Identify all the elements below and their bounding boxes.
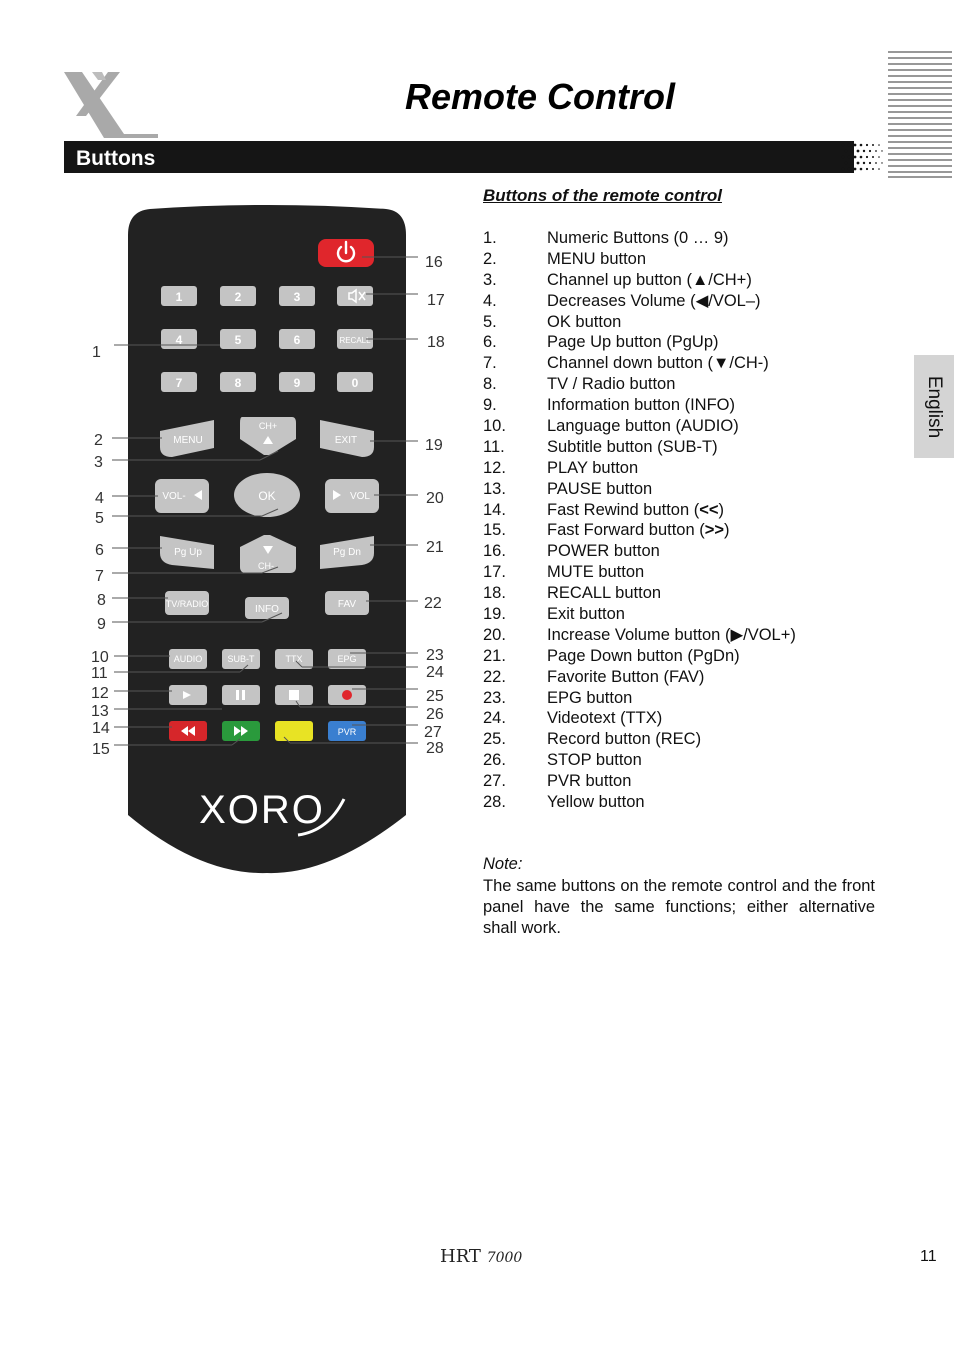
- list-item-text: Language button (AUDIO): [547, 417, 739, 436]
- list-item: [483, 353, 796, 374]
- list-item-number: 11.: [483, 437, 505, 456]
- key-7-label: 7: [175, 376, 183, 390]
- list-item: [483, 667, 796, 688]
- key-3-label: 3: [293, 290, 301, 304]
- vol-plus-label: VOL: [349, 491, 371, 502]
- key-4-label: 4: [175, 333, 183, 347]
- list-item-number: 17.: [483, 563, 506, 582]
- key-2-label: 2: [234, 290, 242, 304]
- list-item-number: 13.: [483, 479, 506, 498]
- list-item-text: Information button (INFO): [547, 396, 735, 415]
- list-item: [483, 437, 796, 458]
- dot-gradient-decoration: [840, 141, 886, 173]
- xoro-x-logo-icon: [62, 68, 162, 138]
- list-item: [483, 479, 796, 500]
- ok-label: OK: [258, 489, 276, 503]
- list-item-text: Fast Rewind button (<<): [547, 500, 725, 519]
- callout-15: 15: [92, 741, 110, 758]
- callout-10: 10: [91, 649, 109, 666]
- list-item-text: PVR button: [547, 772, 632, 791]
- list-item-number: 3.: [483, 270, 497, 289]
- pg-up-label: Pg Up: [174, 547, 202, 558]
- exit-label: EXIT: [334, 435, 358, 446]
- list-item: [483, 541, 796, 562]
- list-item: [483, 500, 796, 521]
- list-item-number: 19.: [483, 605, 506, 624]
- list-item-text: Yellow button: [547, 793, 645, 812]
- stripes-decoration: [888, 50, 952, 178]
- callout-27: 27: [424, 724, 442, 741]
- note-text: The same buttons on the remote control and the front panel have the same functions; either alternative shall work.: [483, 877, 875, 937]
- remote-brand-logo: XORO: [199, 788, 325, 832]
- list-item-number: 23.: [483, 688, 506, 707]
- key-9-label: 9: [293, 376, 301, 390]
- vol-minus-label: VOL-: [162, 491, 186, 502]
- list-item-number: 24.: [483, 709, 506, 728]
- list-item-number: 15.: [483, 521, 506, 540]
- list-item-text: Channel down button (▼/CH-): [547, 354, 769, 373]
- list-item-number: 7.: [483, 354, 497, 373]
- list-item-text: Numeric Buttons (0 … 9): [547, 229, 729, 247]
- list-item-text: Page Down button (PgDn): [547, 646, 740, 665]
- remote-control-illustration: [0, 195, 470, 885]
- pause-button: [222, 685, 260, 705]
- list-item-number: 22.: [483, 667, 506, 686]
- list-item-number: 8.: [483, 375, 497, 394]
- key-0-label: 0: [351, 376, 359, 390]
- language-tab[interactable]: [914, 355, 954, 458]
- list-item: [483, 332, 796, 353]
- stop-icon: [289, 690, 299, 700]
- list-item: [483, 520, 796, 541]
- list-item-number: 18.: [483, 584, 506, 603]
- callout-28: 28: [426, 740, 444, 757]
- list-item: [483, 688, 796, 709]
- list-item-number: 28.: [483, 793, 506, 812]
- list-item-text: Increase Volume button (▶/VOL+): [547, 625, 796, 644]
- page-number: 11: [920, 1248, 937, 1265]
- page-title: Remote Control: [405, 76, 675, 117]
- list-item: [483, 646, 796, 667]
- list-item-text: MUTE button: [547, 563, 645, 582]
- list-item-text: PAUSE button: [547, 479, 653, 498]
- list-item-number: 4.: [483, 291, 497, 310]
- list-item-number: 26.: [483, 751, 506, 770]
- list-item-number: 9.: [483, 396, 497, 415]
- callout-12: 12: [91, 685, 109, 702]
- list-item: [483, 291, 796, 312]
- audio-label: AUDIO: [173, 654, 203, 664]
- list-item: [483, 312, 796, 333]
- list-item-text: Subtitle button (SUB-T): [547, 437, 718, 456]
- list-item: [483, 604, 796, 625]
- list-item: [483, 374, 796, 395]
- list-item-text: Videotext (TTX): [547, 709, 663, 728]
- list-item: [483, 625, 796, 646]
- list-item-text: RECALL button: [547, 584, 662, 603]
- list-item: [483, 771, 796, 792]
- callout-1: 1: [92, 344, 101, 361]
- key-8-label: 8: [234, 376, 242, 390]
- key-5-label: 5: [234, 333, 242, 347]
- callout-11: 11: [91, 665, 108, 682]
- callout-26: 26: [426, 706, 444, 723]
- pvr-label: PVR: [337, 727, 357, 737]
- list-item-text: Channel up button (▲/CH+): [547, 270, 752, 289]
- info-label: INFO: [255, 604, 279, 615]
- list-item-number: 16.: [483, 542, 506, 561]
- list-item: [483, 458, 796, 479]
- menu-label: MENU: [173, 435, 203, 446]
- ttx-label: TTX: [285, 654, 303, 664]
- callout-8: 8: [97, 592, 106, 609]
- callout-9: 9: [97, 616, 106, 633]
- model-number: 7000: [486, 1250, 523, 1266]
- list-item-text: Fast Forward button (>>): [547, 521, 730, 540]
- list-item-number: 27.: [483, 772, 506, 791]
- language-label: English: [924, 375, 945, 438]
- list-item: [483, 562, 796, 583]
- list-item-text: POWER button: [547, 542, 660, 561]
- callout-16: 16: [425, 254, 443, 271]
- callout-14: 14: [92, 720, 110, 737]
- callout-18: 18: [427, 334, 445, 351]
- list-item-text: STOP button: [547, 751, 642, 770]
- callout-13: 13: [91, 703, 109, 720]
- pg-dn-label: Pg Dn: [333, 547, 361, 558]
- sub-t-label: SUB-T: [227, 654, 255, 664]
- list-item: [483, 228, 796, 249]
- callout-3: 3: [94, 454, 103, 471]
- callout-21: 21: [426, 539, 444, 556]
- list-item-number: 1.: [483, 229, 497, 247]
- callout-25: 25: [426, 688, 444, 705]
- list-item-text: Record button (REC): [547, 730, 702, 749]
- yellow-button: [275, 721, 313, 741]
- list-item-text: Decreases Volume (◀/VOL–): [547, 291, 761, 310]
- list-item-text: Exit button: [547, 605, 625, 624]
- record-icon: [342, 690, 352, 700]
- list-item-text: Page Up button (PgUp): [547, 333, 719, 352]
- list-item: [483, 708, 796, 729]
- list-item-text: EPG button: [547, 688, 633, 707]
- callout-5: 5: [95, 510, 104, 527]
- list-item: [483, 750, 796, 771]
- recall-label: RECALL: [339, 336, 371, 345]
- list-item-text: OK button: [547, 312, 622, 331]
- list-heading: Buttons of the remote control: [483, 186, 722, 205]
- callout-17: 17: [427, 292, 445, 309]
- callout-22: 22: [424, 595, 442, 612]
- epg-label: EPG: [337, 654, 357, 664]
- list-item-number: 20.: [483, 625, 506, 644]
- section-bar: [64, 141, 854, 173]
- list-item-number: 14.: [483, 500, 506, 519]
- model-name: HRT: [440, 1246, 481, 1267]
- list-item-number: 21.: [483, 646, 506, 665]
- mute-button: [337, 286, 373, 306]
- list-item-text: PLAY button: [547, 458, 639, 477]
- list-item-number: 10.: [483, 417, 506, 436]
- section-heading: Buttons: [76, 147, 156, 170]
- list-item: [483, 416, 796, 437]
- key-6-label: 6: [293, 333, 301, 347]
- footer-model: [440, 1246, 522, 1267]
- key-1-label: 1: [175, 290, 183, 304]
- list-item: [483, 270, 796, 291]
- fav-label: FAV: [337, 599, 357, 610]
- callout-19: 19: [425, 437, 443, 454]
- list-item-number: 6.: [483, 333, 497, 352]
- callout-2: 2: [94, 432, 103, 449]
- list-item-text: Favorite Button (FAV): [547, 667, 705, 686]
- callout-4: 4: [95, 490, 104, 507]
- list-item-number: 5.: [483, 312, 497, 331]
- list-item: [483, 395, 796, 416]
- button-list: [483, 228, 796, 813]
- list-item-number: 25.: [483, 730, 506, 749]
- callout-7: 7: [95, 568, 104, 585]
- list-item-number: 12.: [483, 458, 506, 477]
- callout-6: 6: [95, 542, 104, 559]
- note-label: Note:: [483, 855, 523, 873]
- list-item-text: TV / Radio button: [547, 375, 676, 394]
- callout-23: 23: [426, 647, 444, 664]
- list-item: [483, 729, 796, 750]
- tv-radio-label: TV/RADIO: [165, 599, 209, 609]
- callout-20: 20: [426, 490, 444, 507]
- list-item-text: MENU button: [547, 249, 647, 268]
- list-item-number: 2.: [483, 249, 497, 268]
- callout-24: 24: [426, 664, 444, 681]
- ch-up-label: CH+: [258, 421, 278, 431]
- ch-down-label: CH-: [258, 561, 274, 571]
- list-item: [483, 583, 796, 604]
- list-item: [483, 792, 796, 813]
- list-item: [483, 249, 796, 270]
